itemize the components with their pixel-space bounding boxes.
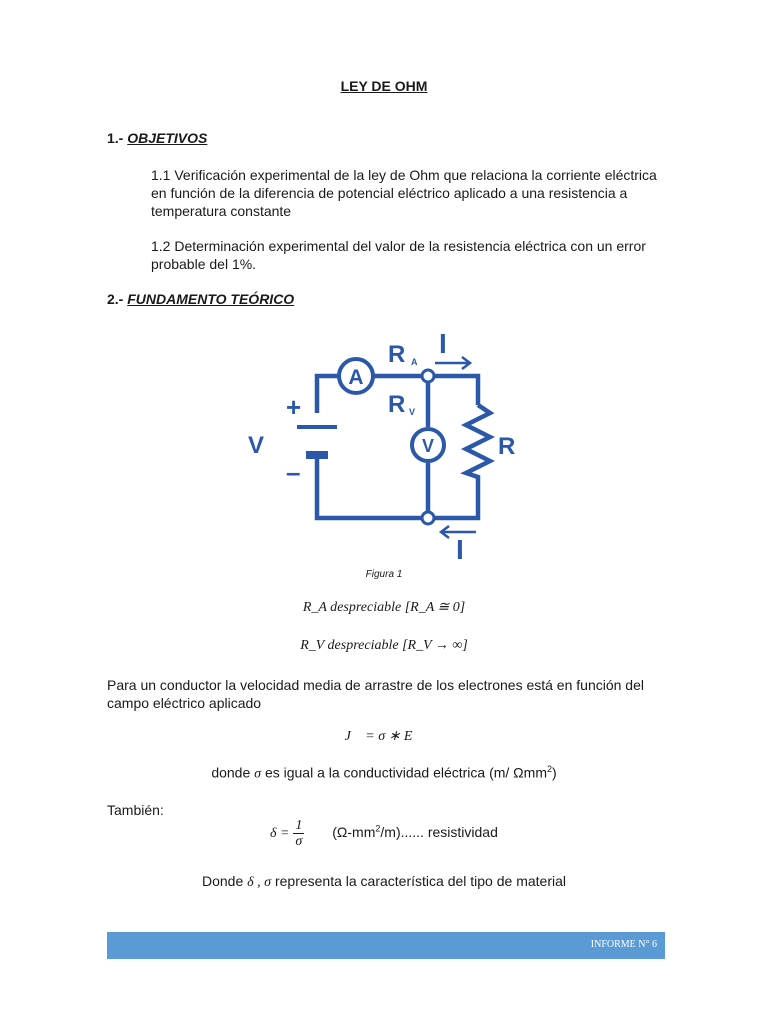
current-top-label: I [439, 328, 447, 359]
resistivity-unit-sup: 2 [375, 823, 381, 834]
equation-rv-text: R_V despreciable [R_V → ∞] [300, 638, 468, 653]
equation-ra-text: R_A despreciable [R_A ≅ 0] [302, 600, 466, 615]
section-fundamento-heading [107, 291, 294, 307]
current-bottom-label: I [456, 534, 464, 565]
resistivity-line [270, 818, 498, 849]
battery-minus-label: – [286, 457, 301, 487]
resistivity-unit-post: /m)...... resistividad [380, 824, 498, 841]
conductivity-sup: 2 [546, 764, 552, 774]
objective-1: 1.1 Verificación experimental de la ley de Ohm que relaciona la corriente eléctrica en función de la diferencia de potencial eléctrico aplicado a una resistencia a temperatura constante [151, 167, 657, 219]
node-bottom [422, 512, 434, 524]
section-objetivos-heading [107, 130, 207, 146]
section-number: 1.- [107, 130, 124, 146]
resistor-zigzag [433, 405, 490, 518]
section-number: 2.- [107, 291, 124, 307]
battery-plus-label: + [286, 392, 302, 422]
rv-label: R [388, 391, 406, 418]
delta-equals: δ = [270, 826, 290, 842]
top-left-wire [317, 376, 338, 413]
conductivity-pre: donde [211, 764, 251, 781]
donde-line [0, 873, 768, 891]
ammeter-label: A [348, 366, 364, 389]
section-title: OBJETIVOS [127, 130, 208, 146]
sigma-symbol: σ [254, 766, 262, 782]
bottom-wire [317, 457, 424, 518]
figure-caption: Figura 1 [365, 569, 403, 580]
conductivity-text: es igual a la conductividad eléctrica (m/ Ωmm [264, 764, 547, 781]
resistivity-unit-pre: (Ω-mm [332, 824, 376, 841]
donde-pre: Donde [201, 873, 244, 889]
fraction-one-over-sigma [293, 818, 304, 849]
page-title: LEY DE OHM [340, 78, 428, 94]
voltmeter-label: V [421, 436, 435, 456]
battery-voltage-label: V [248, 432, 265, 459]
equation-current-density: J⃗ = σ ∗ E⃗ [344, 729, 424, 744]
ra-label: R [388, 341, 406, 368]
fraction-numerator: 1 [295, 818, 303, 833]
conductivity-end: ) [552, 764, 557, 781]
conductivity-line [0, 764, 768, 783]
battery-plate-long [297, 425, 337, 429]
rv-sub-label: V [409, 407, 416, 417]
objective-2: 1.2 Determinación experimental del valor de la resistencia eléctrica con un error probable del 1%. [151, 238, 646, 272]
fraction-denominator: σ [295, 834, 303, 849]
battery-plate-short [306, 451, 328, 459]
footer-bar [107, 932, 665, 959]
footer-label: INFORME N° 6 [590, 939, 657, 950]
donde-text: representa la característica del tipo de material [274, 873, 566, 889]
section-title: FUNDAMENTO TEÓRICO [127, 291, 295, 307]
ra-sub-label: A [411, 357, 418, 367]
resistor-label: R [498, 433, 516, 460]
equation-rv [0, 638, 768, 654]
paragraph-drift-velocity: Para un conductor la velocidad media de arrastre de los electrones está en función del campo eléctrico aplicado [107, 677, 644, 711]
delta-sigma-symbols: δ , σ [247, 875, 272, 890]
ohm-circuit-diagram [240, 325, 530, 565]
top-right-wire [433, 376, 478, 405]
equation-ra [0, 599, 768, 616]
tambien-label: También: [107, 802, 164, 818]
node-top [422, 370, 434, 382]
